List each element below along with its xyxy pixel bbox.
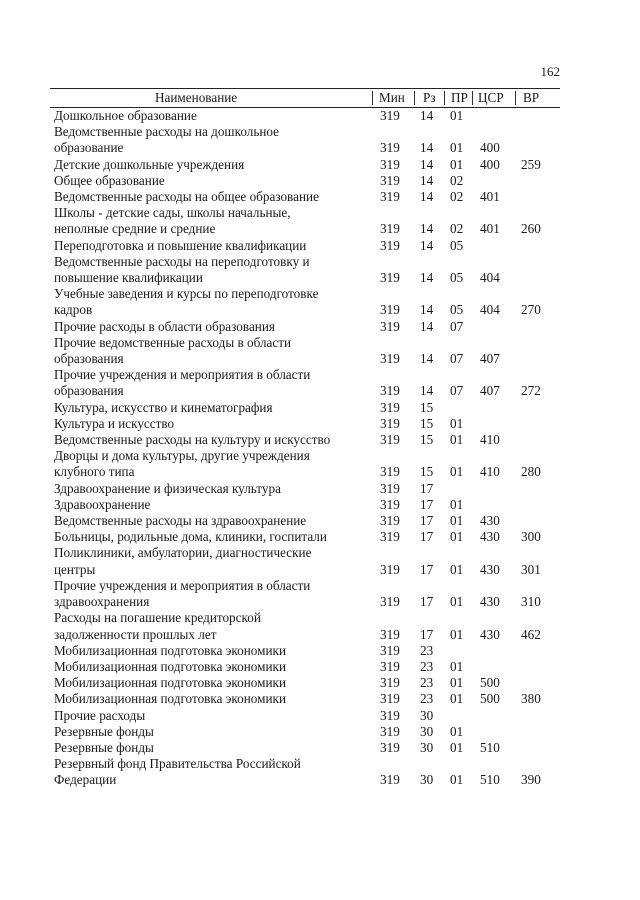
row-pr: 07 (450, 383, 464, 399)
table-header (50, 88, 560, 108)
row-name: Детские дошкольные учреждения (54, 156, 245, 172)
row-name: Резервные фонды (54, 739, 154, 755)
row-rz: 17 (420, 513, 434, 529)
table-row (50, 205, 560, 237)
table-body (50, 108, 560, 789)
row-rz: 14 (420, 108, 434, 123)
row-min: 319 (380, 432, 400, 448)
table-row (50, 740, 560, 756)
row-rz: 14 (420, 237, 434, 253)
table-row (50, 481, 560, 497)
row-csr: 401 (480, 189, 500, 205)
row-name: Прочие учреждения и мероприятия в области здравоохранения (54, 577, 311, 610)
row-name: Школы - детские сады, школы начальные, неполные средние и средние (54, 205, 291, 237)
row-pr: 01 (450, 772, 464, 788)
row-rz: 14 (420, 140, 434, 156)
row-name: Ведомственные расходы на дошкольное образование (54, 124, 279, 156)
row-pr: 02 (450, 221, 464, 237)
row-name: Резервный фонд Правительства Российской Федерации (54, 756, 301, 788)
row-min: 319 (380, 464, 400, 480)
table-row (50, 513, 560, 529)
header-name: Наименование (155, 90, 238, 105)
row-csr: 400 (480, 156, 500, 172)
row-min: 319 (380, 237, 400, 253)
row-rz: 30 (420, 772, 434, 788)
row-min: 319 (380, 658, 400, 674)
row-name: Резервные фонды (54, 723, 154, 739)
row-pr: 01 (450, 561, 464, 577)
row-min: 319 (380, 772, 400, 788)
row-vr: 300 (521, 529, 541, 545)
row-vr: 260 (521, 221, 541, 237)
row-min: 319 (380, 594, 400, 610)
row-vr: 310 (521, 594, 541, 610)
table-row (50, 724, 560, 740)
table-row (50, 432, 560, 448)
row-pr: 07 (450, 318, 464, 334)
header-divider (472, 91, 473, 105)
row-name: Ведомственные расходы на культуру и искусство (54, 432, 331, 448)
row-min: 319 (380, 318, 400, 334)
row-pr: 01 (450, 626, 464, 642)
row-rz: 30 (420, 723, 434, 739)
table-row (50, 173, 560, 189)
row-name: Расходы на погашение кредиторской задолженности прошлых лет (54, 610, 261, 642)
row-min: 319 (380, 480, 400, 496)
row-pr: 01 (450, 156, 464, 172)
row-name: Мобилизационная подготовка экономики (54, 691, 287, 707)
row-vr: 259 (521, 156, 541, 172)
table-row (50, 189, 560, 205)
row-name: Больницы, родильные дома, клиники, госпитали (54, 529, 327, 545)
row-min: 319 (380, 172, 400, 188)
row-pr: 01 (450, 723, 464, 739)
row-min: 319 (380, 156, 400, 172)
header-divider (444, 91, 445, 105)
row-rz: 14 (420, 172, 434, 188)
row-min: 319 (380, 415, 400, 431)
table-row (50, 400, 560, 416)
row-vr: 301 (521, 561, 541, 577)
row-pr: 01 (450, 658, 464, 674)
row-rz: 15 (420, 464, 434, 480)
row-min: 319 (380, 691, 400, 707)
row-pr: 01 (450, 464, 464, 480)
row-rz: 30 (420, 739, 434, 755)
header-min: Мин (379, 90, 405, 105)
table-row (50, 756, 560, 788)
row-csr: 407 (480, 351, 500, 367)
row-rz: 30 (420, 707, 434, 723)
row-vr: 390 (521, 772, 541, 788)
row-csr: 430 (480, 626, 500, 642)
row-name: Учебные заведения и курсы по переподготовке кадров (54, 286, 319, 318)
row-name: Ведомственные расходы на общее образование (54, 189, 319, 205)
budget-table (50, 88, 560, 789)
header-pr: ПР (451, 90, 468, 105)
row-rz: 17 (420, 480, 434, 496)
table-row (50, 675, 560, 691)
row-min: 319 (380, 302, 400, 318)
row-pr: 01 (450, 675, 464, 691)
row-pr: 01 (450, 739, 464, 755)
row-min: 319 (380, 496, 400, 512)
row-rz: 23 (420, 658, 434, 674)
table-row (50, 254, 560, 286)
row-min: 319 (380, 108, 400, 123)
table-row (50, 529, 560, 545)
row-rz: 14 (420, 189, 434, 205)
table-row (50, 335, 560, 367)
table-row (50, 497, 560, 513)
row-pr: 01 (450, 691, 464, 707)
table-row (50, 578, 560, 610)
table-row (50, 416, 560, 432)
row-min: 319 (380, 270, 400, 286)
row-rz: 14 (420, 318, 434, 334)
row-min: 319 (380, 707, 400, 723)
header-divider (515, 91, 516, 105)
row-csr: 510 (480, 739, 500, 755)
row-min: 319 (380, 739, 400, 755)
row-pr: 01 (450, 529, 464, 545)
row-rz: 23 (420, 642, 434, 658)
row-pr: 01 (450, 496, 464, 512)
row-csr: 430 (480, 529, 500, 545)
row-vr: 462 (521, 626, 541, 642)
table-row (50, 610, 560, 642)
row-name: Прочие учреждения и мероприятия в области образования (54, 367, 311, 399)
table-row (50, 659, 560, 675)
row-name: Культура и искусство (54, 415, 175, 431)
row-min: 319 (380, 383, 400, 399)
table-row (50, 367, 560, 399)
row-csr: 400 (480, 140, 500, 156)
row-csr: 410 (480, 432, 500, 448)
row-csr: 407 (480, 383, 500, 399)
row-pr: 01 (450, 140, 464, 156)
row-rz: 15 (420, 432, 434, 448)
row-rz: 15 (420, 399, 434, 415)
row-csr: 404 (480, 270, 500, 286)
row-pr: 02 (450, 189, 464, 205)
row-min: 319 (380, 189, 400, 205)
row-rz: 17 (420, 529, 434, 545)
row-rz: 14 (420, 156, 434, 172)
row-rz: 17 (420, 561, 434, 577)
row-name: Прочие ведомственные расходы в области образования (54, 334, 292, 367)
row-name: Мобилизационная подготовка экономики (54, 658, 287, 674)
row-csr: 404 (480, 302, 500, 318)
row-name: Дошкольное образование (54, 108, 197, 123)
row-min: 319 (380, 561, 400, 577)
table-row (50, 448, 560, 480)
row-min: 319 (380, 140, 400, 156)
table-row (50, 157, 560, 173)
row-name: Мобилизационная подготовка экономики (54, 642, 287, 658)
row-pr: 05 (450, 237, 464, 253)
row-csr: 500 (480, 675, 500, 691)
header-divider (414, 91, 415, 105)
row-csr: 500 (480, 691, 500, 707)
row-min: 319 (380, 513, 400, 529)
row-rz: 15 (420, 415, 434, 431)
header-csr: ЦСР (478, 90, 504, 105)
row-csr: 401 (480, 221, 500, 237)
row-min: 319 (380, 626, 400, 642)
row-name: Ведомственные расходы на здравоохранение (54, 513, 307, 529)
table-row (50, 124, 560, 156)
row-min: 319 (380, 351, 400, 367)
row-rz: 23 (420, 675, 434, 691)
row-pr: 01 (450, 415, 464, 431)
row-csr: 430 (480, 513, 500, 529)
table-row (50, 286, 560, 318)
row-csr: 430 (480, 561, 500, 577)
row-pr: 05 (450, 302, 464, 318)
row-name: Дворцы и дома культуры, другие учреждения клубного типа (54, 448, 310, 480)
row-vr: 272 (521, 383, 541, 399)
table-row (50, 238, 560, 254)
header-divider (372, 91, 373, 105)
row-vr: 270 (521, 302, 541, 318)
row-rz: 14 (420, 302, 434, 318)
row-min: 319 (380, 221, 400, 237)
row-min: 319 (380, 675, 400, 691)
row-min: 319 (380, 529, 400, 545)
table-row (50, 708, 560, 724)
row-name: Здравоохранение и физическая культура (54, 480, 281, 496)
row-name: Мобилизационная подготовка экономики (54, 675, 287, 691)
row-pr: 07 (450, 351, 464, 367)
row-rz: 17 (420, 626, 434, 642)
row-pr: 02 (450, 172, 464, 188)
header-rz: Рз (423, 90, 436, 105)
row-csr: 410 (480, 464, 500, 480)
row-rz: 23 (420, 691, 434, 707)
row-rz: 14 (420, 221, 434, 237)
row-vr: 280 (521, 464, 541, 480)
row-csr: 430 (480, 594, 500, 610)
row-pr: 01 (450, 513, 464, 529)
row-rz: 17 (420, 496, 434, 512)
row-min: 319 (380, 399, 400, 415)
row-name: Переподготовка и повышение квалификации (54, 237, 307, 253)
row-rz: 14 (420, 351, 434, 367)
page-number: 162 (540, 64, 560, 79)
table-row (50, 108, 560, 124)
table-row (50, 691, 560, 707)
row-pr: 01 (450, 594, 464, 610)
row-min: 319 (380, 642, 400, 658)
table-row (50, 643, 560, 659)
row-pr: 01 (450, 432, 464, 448)
row-name: Ведомственные расходы на переподготовку и повышение квалификации (54, 253, 310, 286)
row-name: Культура, искусство и кинематография (54, 399, 273, 415)
table-row (50, 545, 560, 577)
row-pr: 01 (450, 108, 464, 123)
row-vr: 380 (521, 691, 541, 707)
row-csr: 510 (480, 772, 500, 788)
row-min: 319 (380, 723, 400, 739)
header-vr: ВР (523, 90, 540, 105)
row-rz: 14 (420, 270, 434, 286)
row-rz: 17 (420, 594, 434, 610)
row-name: Прочие расходы (54, 707, 146, 723)
row-pr: 05 (450, 270, 464, 286)
row-name: Прочие расходы в области образования (54, 318, 275, 334)
row-rz: 14 (420, 383, 434, 399)
row-name: Поликлиники, амбулатории, диагностические центры (54, 545, 312, 577)
table-row (50, 319, 560, 335)
row-name: Здравоохранение (54, 496, 151, 512)
row-name: Общее образование (54, 172, 165, 188)
